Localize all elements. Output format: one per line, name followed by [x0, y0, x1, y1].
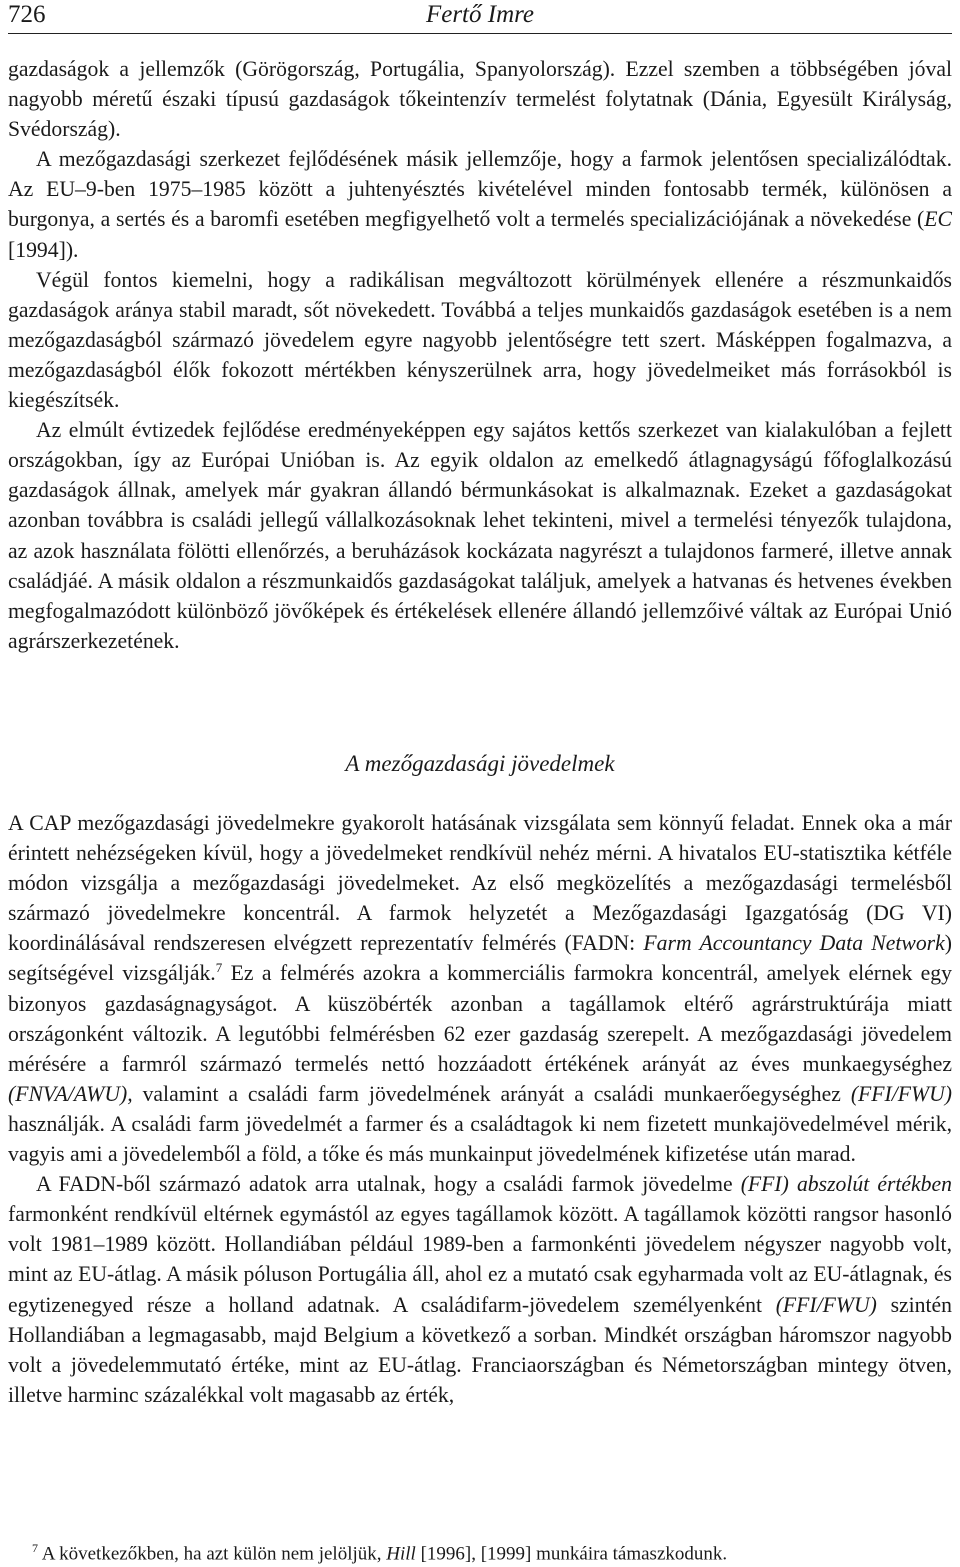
header-rule: [8, 33, 952, 34]
section-body: [8, 808, 952, 1410]
page-header: [8, 0, 952, 32]
footnote-number: 7: [32, 1541, 38, 1555]
paragraph: gazdaságok a jellemzők (Görögország, Portugália, Spanyolország). Ezzel szemben a többségében jóval nagyobb méretű északi típusú gazdaságok tőkeintenzív termelést folytatnak (Dánia, Egyesült Királyság, Svédország).: [8, 57, 952, 142]
citation: EC: [924, 207, 952, 232]
footnote: $^7$ A következőkben, ha azt külön nem jelöljük, Hill [1996], [1999] munkáira támaszkodunk.: [32, 1541, 728, 1565]
running-head: Fertő Imre: [425, 1, 535, 28]
paragraph: A FADN-ből származó adatok arra utalnak, hogy a családi farmok jövedelme (FFI) abszolút értékben farmonként rendkívül eltérnek egymástól az egyes tagállamok között. A tagállamok közötti rangsor hasonló volt 1981–1989 között. Hollandiában például 1989-ben a farmonkénti jövedelem négyszer nagyobb volt, mint az EU-átlag. A másik póluson Portugália áll, ahol ez a mutató csak egyharmada volt az EU-átlagnak, és egytizenegyed része a holland adatnak. A családifarm-jövedelem személyenként (FFI/FWU) szintén Hollandiában a legmagasabb, majd Belgium a következő a sorban. Mindkét országban háromszor nagyobb volt a jövedelemmutató értéke, mint az EU-átlag. Franciaországban és Németországban mintegy ötven, illetve harminc százalékkal volt magasabb az érték,: [8, 1172, 952, 1407]
paragraph: A mezőgazdasági szerkezet fejlődésének másik jellemzője, hogy a farmok jelentősen specializálódtak. Az EU–9-ben 1975–1985 között a juhtenyésztés kivételével minden fontosabb termék, különösen a burgonya, a sertés és a baromfi esetében megfigyelhető volt a termelés specializációjának a növekedése (EC [1994]).: [8, 147, 952, 262]
body-text: [8, 54, 952, 656]
page-number: 726: [8, 1, 46, 28]
footnote-ref[interactable]: 7: [215, 960, 223, 976]
section-title: A mezőgazdasági jövedelmek: [345, 751, 615, 776]
paragraph: A CAP mezőgazdasági jövedelmekre gyakorolt hatásának vizsgálata sem könnyű feladat. Ennek oka a már érintett nehézségeken kívül, hogy a jövedelmeket rendkívül nehéz mérni. A hivatalos EU-statisztika kétféle módon vizsgálja a mezőgazdasági jövedelmeket. Az első megközelítés a mezőgazdasági termelésből származó jövedelmekre koncentrál. A farmok helyzetét a Mezőgazdasági Igazgatóság (DG VI) koordinálásával rendszeresen elvégzett reprezentatív felmérés (FADN: Farm Accountancy Data Network) segítségével vizsgálják.$^7$ Ez a felmérés azokra a kommerciális farmokra koncentrál, amelyek elérnek egy bizonyos gazdaságnagyságot. A küszöbérték azonban a tagállamok eltérő agrárstruktúrája miatt országonként változik. A legutóbbi felmérésben 62 ezer gazdaság szerepelt. A mezőgazdasági jövedelem mérésére a farmról származó termelés nettó hozzáadott értékének arányát az éves munkaegységhez (FNVA/AWU), valamint a családi farm jövedelmének arányát a családi munkaerőegységhez (FFI/FWU) használják. A családi farm jövedelmét a farmer és a családtagok ki nem fizetett munkajövedelmével mérik, vagyis ami a jövedelemből a föld, a tőke és más munkainput jövedelmének kifizetése után marad.: [8, 811, 952, 1167]
paragraph: Az elmúlt évtizedek fejlődése eredményeképpen egy sajátos kettős szerkezet van kialakulóban a fejlett országokban, így az Európai Unióban is. Az egyik oldalon az emelkedő átlagnagyságú főfoglalkozású gazdaságok állnak, amelyek már gyakran állandó bérmunkásokat is alkalmaznak. Ezeket a gazdaságokat azonban továbbra is családi jellegű vállalkozásoknak lehet tekinteni, mivel a termelési tényezők tulajdona, az azok használata fölötti ellenőrzés, a beruházások kockázata nagyrészt a tulajdonos farmeré, illetve annak családjáé. A másik oldalon a részmunkaidős gazdaságokat találjuk, amelyek a hatvanas és hetvenes években megfogalmazódott különböző jövőképek és értékelések ellenére állandó jellemzőivé váltak az Európai Unió agrárszerkezetének.: [8, 418, 952, 653]
paragraph: Végül fontos kiemelni, hogy a radikálisan megváltozott körülmények ellenére a részmunkaidős gazdaságok aránya stabil maradt, sőt növekedett. Továbbá a teljes munkaidős gazdaságok esetében is a nem mezőgazdaságból származó jövedelem egyre nagyobb jelentőségre tett szert. Másképpen fogalmazva, a mezőgazdaságból élők fokozott mértékben kényszerülnek arra, hogy jövedelmeiket más forrásokból is kiegészítsék.: [8, 267, 952, 413]
